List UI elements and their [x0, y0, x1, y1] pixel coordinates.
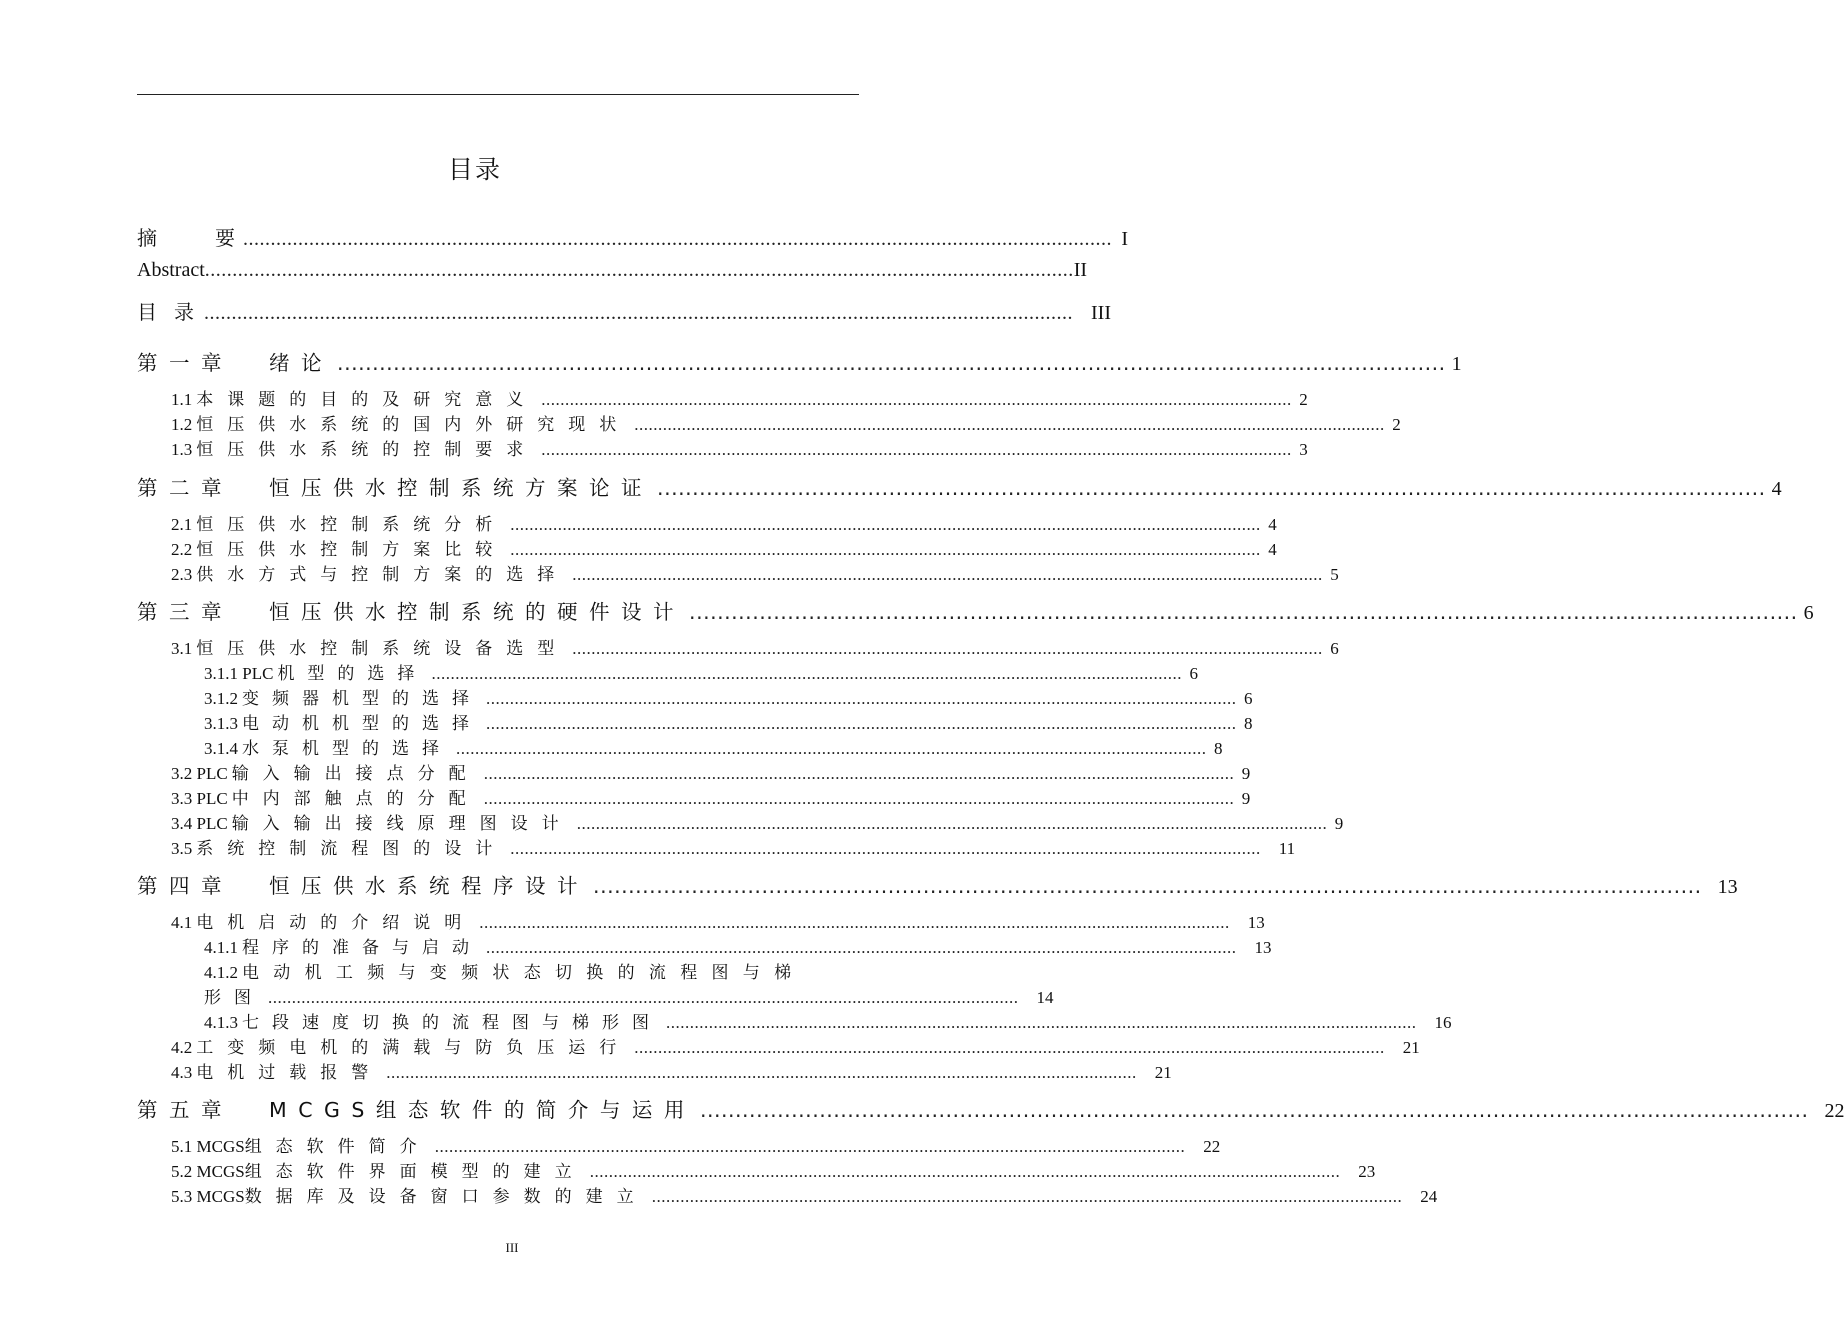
toc-leader: ..............................................................................................................................................................: [483, 789, 1235, 808]
toc-chapter-3[interactable]: [137, 595, 1814, 625]
toc-label: 程序的准备与启动: [242, 938, 482, 957]
toc-label: 恒压供水控制系统分析: [196, 515, 507, 534]
toc-page: I: [1121, 228, 1128, 250]
toc-leader: ..............................................................................................................................................................: [541, 440, 1292, 459]
toc-page: 22: [1203, 1137, 1221, 1156]
toc-number: 3.5: [171, 839, 193, 858]
toc-chapter-1[interactable]: [137, 346, 1462, 376]
toc-entry-abstract-cn[interactable]: [137, 222, 1128, 251]
toc-label: 输入输出接线原理图设计: [231, 814, 573, 833]
toc-leader: ..............................................................................................................................................................: [434, 1137, 1186, 1156]
toc-number: 2.3: [171, 565, 193, 584]
toc-leader: ..............................................................................................................................................................: [204, 302, 1073, 324]
toc-leader: ..............................................................................................................................................................: [386, 1063, 1137, 1082]
toc-chapter-4[interactable]: [137, 869, 1738, 899]
toc-label: 形图: [204, 988, 264, 1007]
toc-label: 恒压供水系统的控制要求: [196, 440, 538, 459]
toc-section-4-1[interactable]: [171, 908, 1265, 933]
toc-label: 恒压供水控制方案比较: [196, 540, 507, 559]
toc-leader: ..............................................................................................................................................................: [486, 938, 1237, 957]
toc-label: 第三章 恒压供水控制系统的硬件设计: [137, 600, 686, 624]
toc-page: 6: [1330, 639, 1339, 658]
toc-number: 5.2 MCGS: [171, 1162, 245, 1181]
toc-leader: ..............................................................................................................................................................: [634, 415, 1385, 434]
toc-number: 3.1.3: [204, 714, 238, 733]
toc-entry-abstract-en[interactable]: [137, 259, 1088, 282]
toc-subsection-4-1-1[interactable]: [204, 933, 1272, 958]
toc-number: 1.3: [171, 440, 193, 459]
toc-label: 中内部触点的分配: [231, 789, 480, 808]
toc-leader: ..............................................................................................................................................................: [337, 351, 1446, 375]
toc-page: 6: [1244, 689, 1253, 708]
toc-label: 本课题的目的及研究意义: [196, 390, 538, 409]
toc-number: 4.1.3: [204, 1013, 238, 1032]
toc-label: 第一章 绪论: [137, 351, 334, 375]
toc-leader: ..............................................................................................................................................................: [593, 874, 1702, 898]
toc-label: 变频器机型的选择: [242, 689, 482, 708]
toc-number: 2.1: [171, 515, 193, 534]
toc-leader: ..............................................................................................................................................................: [657, 476, 1766, 500]
toc-page: 13: [1254, 938, 1272, 957]
toc-page: 21: [1154, 1063, 1172, 1082]
toc-number: 1.2: [171, 415, 193, 434]
toc-leader: ..............................................................................................................................................................: [479, 913, 1230, 932]
toc-number: 4.1: [171, 913, 193, 932]
toc-section-3-1[interactable]: [171, 634, 1339, 659]
toc-number: 1.1: [171, 390, 193, 409]
toc-subsection-4-1-2-cont[interactable]: [204, 983, 1054, 1008]
toc-page: 9: [1241, 764, 1251, 783]
toc-leader: ..............................................................................................................................................................: [243, 228, 1112, 250]
toc-leader: ..............................................................................................................................................................: [666, 1013, 1417, 1032]
toc-subsection-3-1-1[interactable]: [204, 659, 1198, 684]
toc-number: 4.3: [171, 1063, 193, 1082]
toc-page: 5: [1330, 565, 1339, 584]
toc-number: 4.1.2: [204, 963, 238, 982]
toc-page: 6: [1803, 602, 1814, 624]
toc-page: 22: [1824, 1100, 1845, 1122]
toc-label: Abstract: [137, 259, 205, 281]
toc-section-2-3[interactable]: [171, 560, 1339, 585]
toc-page: 8: [1214, 739, 1223, 758]
toc-page: 9: [1334, 814, 1344, 833]
toc-leader: ..............................................................................................................................................................: [572, 565, 1323, 584]
toc-leader: ..............................................................................................................................................................: [589, 1162, 1341, 1181]
toc-label: 数据库及设备窗口参数的建立: [244, 1187, 648, 1206]
page-number-footer: III: [505, 1240, 519, 1255]
toc-leader: ..............................................................................................................................................................: [510, 540, 1261, 559]
toc-section-1-3[interactable]: [171, 435, 1308, 460]
toc-leader: ..............................................................................................................................................................: [486, 689, 1237, 708]
toc-label: 第二章 恒压供水控制系统方案论证: [137, 476, 654, 500]
toc-label: 电机启动的介绍说明: [196, 913, 476, 932]
toc-section-3-4[interactable]: [171, 809, 1344, 834]
toc-label: 恒压供水系统的国内外研究现状: [196, 415, 631, 434]
toc-page: 8: [1244, 714, 1253, 733]
toc-section-4-3[interactable]: [171, 1058, 1172, 1083]
toc-label: 第五章 MCGS组态软件的简介与运用: [137, 1098, 696, 1122]
toc-number: 2.2: [171, 540, 193, 559]
toc-page: 11: [1278, 839, 1296, 858]
toc-section-2-2[interactable]: [171, 535, 1277, 560]
toc-page: III: [1091, 302, 1111, 324]
toc-page: 2: [1392, 415, 1401, 434]
toc-page: 16: [1434, 1013, 1452, 1032]
toc-chapter-2[interactable]: [137, 471, 1782, 501]
toc-page: 4: [1268, 515, 1277, 534]
toc-label: 组态软件简介: [244, 1137, 431, 1156]
toc-label: 组态软件界面模型的建立: [244, 1162, 586, 1181]
toc-label: 恒压供水控制系统设备选型: [196, 639, 569, 658]
toc-label: 电机过载报警: [196, 1063, 383, 1082]
toc-subsection-3-1-4[interactable]: [204, 734, 1223, 759]
toc-page: 2: [1299, 390, 1308, 409]
toc-page: 6: [1189, 664, 1198, 683]
toc-number: 3.3 PLC: [171, 789, 228, 808]
toc-section-1-1[interactable]: [171, 385, 1308, 410]
toc-number: 5.3 MCGS: [171, 1187, 245, 1206]
toc-leader: ..............................................................................................................................................................: [699, 1098, 1809, 1122]
toc-subsection-3-1-2[interactable]: [204, 684, 1253, 709]
toc-leader: ..............................................................................................................................................................: [204, 259, 1074, 281]
toc-leader: ..............................................................................................................................................................: [483, 764, 1235, 783]
toc-leader: ..............................................................................................................................................................: [268, 988, 1019, 1007]
toc-leader: ..............................................................................................................................................................: [651, 1187, 1403, 1206]
toc-number: 3.4 PLC: [171, 814, 228, 833]
toc-section-4-2[interactable]: [171, 1033, 1420, 1058]
toc-label: 系统控制流程图的设计: [196, 839, 507, 858]
toc-page: 24: [1420, 1187, 1438, 1206]
toc-section-5-2[interactable]: [171, 1157, 1376, 1182]
toc-number: 3.2 PLC: [171, 764, 228, 783]
toc-leader: ..............................................................................................................................................................: [456, 739, 1207, 758]
toc-page: 13: [1247, 913, 1265, 932]
toc-page: II: [1073, 259, 1088, 281]
toc-section-5-1[interactable]: [171, 1132, 1221, 1157]
toc-section-3-5[interactable]: [171, 834, 1296, 859]
toc-section-2-1[interactable]: [171, 510, 1277, 535]
toc-leader: ..............................................................................................................................................................: [510, 839, 1261, 858]
toc-label: 供水方式与控制方案的选择: [196, 565, 569, 584]
toc-leader: ..............................................................................................................................................................: [572, 639, 1323, 658]
toc-number: 3.1: [171, 639, 193, 658]
toc-label: 七段速度切换的流程图与梯形图: [242, 1013, 662, 1032]
toc-subsection-4-1-2[interactable]: [204, 958, 850, 983]
toc-page: 4: [1268, 540, 1277, 559]
toc-label: 工变频电机的满载与防负压运行: [196, 1038, 631, 1057]
toc-chapter-5[interactable]: [137, 1093, 1845, 1123]
toc-label: 目 录: [137, 302, 200, 324]
toc-section-3-3[interactable]: [171, 784, 1251, 809]
toc-leader: ..............................................................................................................................................................: [689, 600, 1798, 624]
toc-page: 1: [1451, 353, 1462, 375]
toc-subsection-4-1-3[interactable]: [204, 1008, 1452, 1033]
toc-label: 机型的选择: [277, 664, 428, 683]
toc-leader: ..............................................................................................................................................................: [431, 664, 1182, 683]
toc-page: 21: [1402, 1038, 1420, 1057]
toc-page: 3: [1299, 440, 1308, 459]
toc-page: 23: [1358, 1162, 1376, 1181]
toc-page: 14: [1036, 988, 1054, 1007]
toc-leader: ..............................................................................................................................................................: [510, 515, 1261, 534]
toc-label: 输入输出接点分配: [231, 764, 480, 783]
toc-leader: ..............................................................................................................................................................: [576, 814, 1328, 833]
toc-section-3-2[interactable]: [171, 759, 1251, 784]
toc-number: 3.1.2: [204, 689, 238, 708]
toc-subsection-3-1-3[interactable]: [204, 709, 1253, 734]
toc-page: 13: [1717, 876, 1738, 898]
toc-leader: ..............................................................................................................................................................: [486, 714, 1237, 733]
toc-section-5-3[interactable]: [171, 1182, 1438, 1207]
toc-page: 9: [1241, 789, 1251, 808]
page-title: 目录: [447, 155, 502, 184]
toc-entry-contents[interactable]: [137, 296, 1111, 325]
toc-number: 4.2: [171, 1038, 193, 1057]
toc-page: 4: [1771, 478, 1782, 500]
toc-label: 摘 要: [137, 228, 239, 250]
toc-number: 4.1.1: [204, 938, 238, 957]
toc-label: 电动机机型的选择: [242, 714, 482, 733]
toc-label: 水泵机型的选择: [242, 739, 452, 758]
toc-label: 电动机工频与变频状态切换的流程图与梯: [242, 963, 806, 982]
toc-number: 3.1.4: [204, 739, 238, 758]
toc-number: 3.1.1 PLC: [204, 664, 274, 683]
toc-leader: ..............................................................................................................................................................: [634, 1038, 1385, 1057]
toc-number: 5.1 MCGS: [171, 1137, 245, 1156]
toc-leader: ..............................................................................................................................................................: [541, 390, 1292, 409]
toc-label: 第四章 恒压供水系统程序设计: [137, 874, 590, 898]
toc-section-1-2[interactable]: [171, 410, 1401, 435]
